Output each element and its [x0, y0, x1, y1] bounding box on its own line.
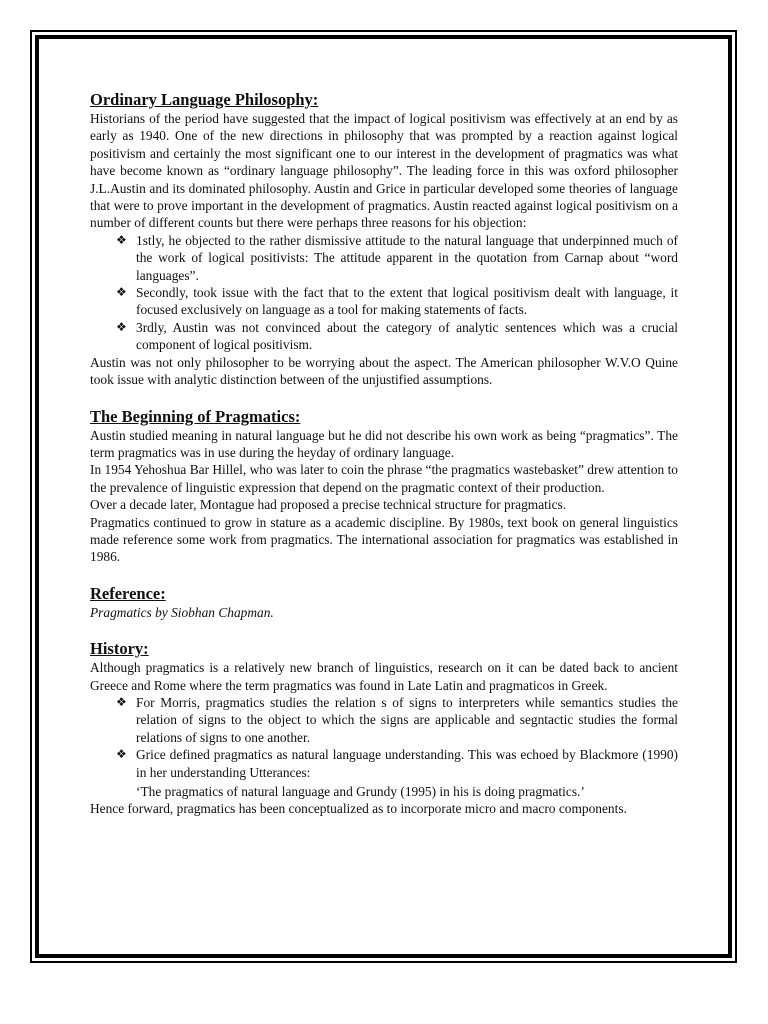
list-item — [116, 319, 678, 354]
list-item-text: For Morris, pragmatics studies the relation s of signs to interpreters while semantics studies the relation of signs to the object to which the signs are applicable and segntactic studies the formal relations of signs to one another. — [136, 694, 678, 745]
heading-beginning-of-pragmatics: The Beginning of Pragmatics: — [90, 406, 301, 426]
heading-history: History: — [90, 639, 149, 659]
list-item — [116, 232, 678, 284]
diamond-bullet-icon: ❖ — [116, 285, 127, 300]
list-item — [116, 694, 678, 746]
paragraph: Pragmatics continued to grow in stature as a academic discipline. By 1980s, text book on general linguistics made reference some work from pragmatics. The international association for pragmatics was established in 1986. — [90, 514, 678, 565]
list-item — [116, 284, 678, 319]
paragraph: Over a decade later, Montague had proposed a precise technical structure for pragmatics. — [90, 497, 567, 513]
paragraph: Historians of the period have suggested that the impact of logical positivism was effectively at an end by as early as 1940. One of the new directions in philosophy that was prompted by a reaction against logical positivism and certainly the most significant one to our interest in the development of pragmatics was what have become known as “ordinary language philosophy”. The leading force in this was oxford philosopher J.L.Austin and its dominated philosophy. Austin and Grice in particular developed some theories of language that were to prove important in the development of pragmatics. Austin reacted against logical positivism on a number of different counts but there were perhaps three reasons for his objection: — [90, 111, 678, 231]
quotation: ‘The pragmatics of natural language and Grundy (1995) in his is doing pragmatics.’ — [136, 784, 585, 799]
bullet-list — [90, 694, 678, 781]
heading-ordinary-language-philosophy: Ordinary Language Philosophy: — [90, 90, 319, 109]
diamond-bullet-icon: ❖ — [116, 232, 127, 247]
diamond-bullet-icon: ❖ — [116, 694, 127, 709]
list-item-text: 1stly, he objected to the rather dismissive attitude to the natural language that underpinned much of the work of logical positivists: The attitude apparent in the quotation from Carnap about “word languages”. — [136, 232, 678, 283]
diamond-bullet-icon: ❖ — [116, 747, 127, 762]
paragraph: In 1954 Yehoshua Bar Hillel, who was later to coin the phrase “the pragmatics wastebasket” drew attention to the prevalence of linguistic expression that depend on the pragmatic context of their production. — [90, 462, 678, 495]
list-item — [116, 746, 678, 781]
document-body — [90, 90, 678, 818]
list-item-text: Grice defined pragmatics as natural language understanding. This was echoed by Blackmore (1990) in her understanding Utterances: — [136, 747, 678, 780]
list-item-text: 3rdly, Austin was not convinced about the category of analytic sentences which was a crucial component of logical positivism. — [136, 319, 678, 353]
heading-reference: Reference: — [90, 583, 166, 603]
paragraph: Although pragmatics is a relatively new branch of linguistics, research on it can be dated back to ancient Greece and Rome where the term pragmatics was found in Late Latin and pragmaticos in Greek. — [90, 660, 678, 693]
paragraph: Austin was not only philosopher to be worrying about the aspect. The American philosopher W.V.O Quine took issue with analytic distinction between of the unjustified assumptions. — [90, 354, 678, 388]
bullet-list — [90, 232, 678, 354]
list-item-text: Secondly, took issue with the fact that to the extent that logical positivism dealt with language, it focused exclusively on language as a tool for making statements of facts. — [136, 285, 678, 318]
reference-citation: Pragmatics by Siobhan Chapman. — [90, 604, 274, 620]
paragraph: Austin studied meaning in natural language but he did not describe his own work as being “pragmatics”. The term pragmatics was in use during the heyday of ordinary language. — [90, 427, 678, 460]
paragraph: Hence forward, pragmatics has been conceptualized as to incorporate micro and macro components. — [90, 801, 627, 817]
diamond-bullet-icon: ❖ — [116, 319, 127, 334]
